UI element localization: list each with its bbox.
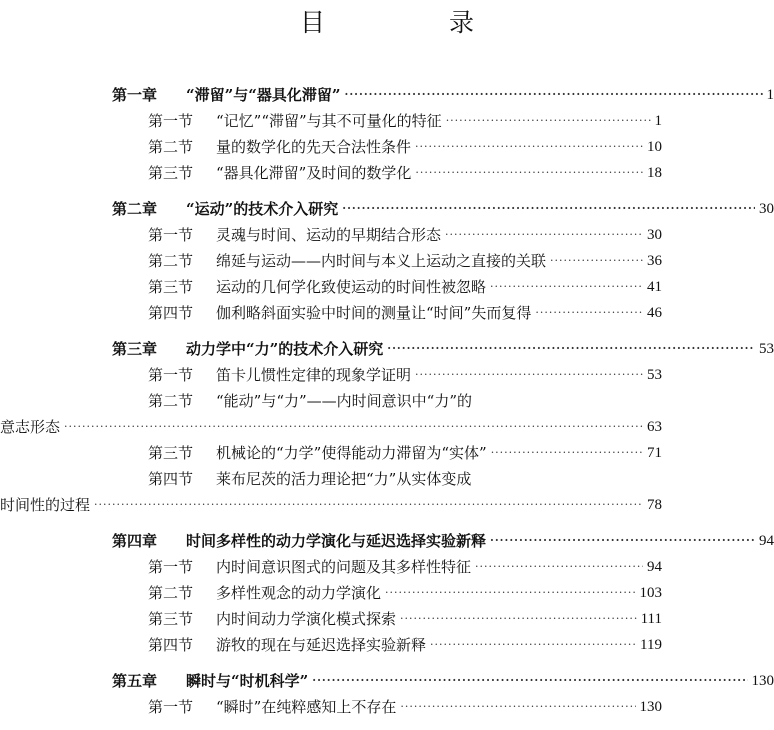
page-number: 53 [647, 362, 662, 388]
page-number: 18 [647, 160, 662, 186]
section-label: 第三节 [148, 274, 216, 300]
page-number: 41 [647, 274, 662, 300]
chapter-5 [0, 668, 774, 720]
chapter-1 [0, 82, 774, 186]
chapter-title: “滞留”与“器具化滞留” [186, 82, 341, 108]
chapter-row[interactable] [0, 196, 774, 222]
section-row[interactable] [0, 160, 662, 186]
page-number: 78 [647, 492, 662, 518]
section-label: 第四节 [148, 466, 216, 492]
dot-leader [430, 632, 636, 658]
section-label: 第一节 [148, 222, 216, 248]
page-number: 94 [759, 528, 774, 554]
section-title: 莱布尼茨的活力理论把“力”从实体变成 [216, 466, 471, 492]
page-title: 目 录 [0, 6, 774, 40]
section-row[interactable] [0, 694, 662, 720]
chapter-label: 第三章 [112, 336, 186, 362]
chapter-label: 第一章 [112, 82, 186, 108]
section-row[interactable] [0, 606, 662, 632]
page-number: 36 [647, 248, 662, 274]
dot-leader [64, 414, 643, 440]
chapter-title: 动力学中“力”的技术介入研究 [186, 336, 383, 362]
page-number: 94 [647, 554, 662, 580]
section-label: 第一节 [148, 694, 216, 720]
dot-leader [475, 554, 643, 580]
page-number: 111 [641, 606, 662, 632]
page-number: 46 [647, 300, 662, 326]
section-title: 游牧的现在与延迟选择实验新释 [216, 632, 426, 658]
page-number: 1 [767, 82, 774, 108]
section-row[interactable] [0, 362, 662, 388]
section-title: 伽利略斜面实验中时间的测量让“时间”失而复得 [216, 300, 531, 326]
page-number: 71 [647, 440, 662, 466]
page-number: 63 [647, 414, 662, 440]
section-row[interactable] [0, 554, 662, 580]
section-label: 第三节 [148, 440, 216, 466]
dot-leader [535, 300, 643, 326]
chapter-title: “运动”的技术介入研究 [186, 196, 338, 222]
chapter-title: 瞬时与“时机科学” [186, 668, 308, 694]
dot-leader [446, 108, 651, 134]
dot-leader [312, 668, 747, 694]
section-label: 第一节 [148, 362, 216, 388]
section-label: 第三节 [148, 606, 216, 632]
section-row[interactable] [0, 222, 662, 248]
dot-leader [400, 694, 635, 720]
section-title: 灵魂与时间、运动的早期结合形态 [216, 222, 441, 248]
section-title-continuation: 意志形态 [0, 414, 60, 440]
section-label: 第二节 [148, 388, 216, 414]
section-label: 第四节 [148, 300, 216, 326]
section-continuation-row[interactable] [0, 414, 662, 440]
section-title: “能动”与“力”——内时间意识中“力”的 [216, 388, 472, 414]
page-number: 1 [655, 108, 663, 134]
section-label: 第三节 [148, 160, 216, 186]
section-label: 第一节 [148, 108, 216, 134]
dot-leader [387, 336, 755, 362]
dot-leader [415, 134, 643, 160]
section-row[interactable] [0, 300, 662, 326]
chapter-row[interactable] [0, 82, 774, 108]
section-title: 绵延与运动——内时间与本义上运动之直接的关联 [216, 248, 546, 274]
dot-leader [342, 196, 755, 222]
dot-leader [415, 160, 643, 186]
section-row[interactable] [0, 440, 662, 466]
chapter-4 [0, 528, 774, 658]
section-title: 内时间动力学演化模式探索 [216, 606, 396, 632]
section-title: 多样性观念的动力学演化 [216, 580, 381, 606]
dot-leader [385, 580, 635, 606]
dot-leader [550, 248, 643, 274]
section-row[interactable] [0, 580, 662, 606]
chapter-label: 第二章 [112, 196, 186, 222]
page-number: 53 [759, 336, 774, 362]
page-number: 130 [640, 694, 663, 720]
section-row[interactable] [0, 248, 662, 274]
section-label: 第二节 [148, 134, 216, 160]
section-label: 第二节 [148, 580, 216, 606]
page-number: 119 [640, 632, 662, 658]
chapter-row[interactable] [0, 528, 774, 554]
dot-leader [400, 606, 637, 632]
section-row[interactable] [0, 388, 662, 414]
page-number: 30 [759, 196, 774, 222]
chapter-3 [0, 336, 774, 518]
section-title: 运动的几何学化致使运动的时间性被忽略 [216, 274, 486, 300]
section-continuation-row[interactable] [0, 492, 662, 518]
section-row[interactable] [0, 134, 662, 160]
table-of-contents [0, 82, 774, 730]
section-row[interactable] [0, 466, 662, 492]
section-title: 量的数学化的先天合法性条件 [216, 134, 411, 160]
dot-leader [445, 222, 643, 248]
section-title-continuation: 时间性的过程 [0, 492, 90, 518]
section-title: 内时间意识图式的问题及其多样性特征 [216, 554, 471, 580]
dot-leader [490, 274, 643, 300]
dot-leader [490, 528, 755, 554]
dot-leader [345, 82, 763, 108]
section-row[interactable] [0, 632, 662, 658]
page-number: 130 [752, 668, 774, 694]
section-label: 第二节 [148, 248, 216, 274]
chapter-label: 第五章 [112, 668, 186, 694]
page-number: 30 [647, 222, 662, 248]
chapter-row[interactable] [0, 668, 774, 694]
section-title: 机械论的“力学”使得能动力滞留为“实体” [216, 440, 487, 466]
section-row[interactable] [0, 274, 662, 300]
dot-leader [94, 492, 643, 518]
section-title: “器具化滞留”及时间的数学化 [216, 160, 411, 186]
chapter-2 [0, 196, 774, 326]
section-title: 笛卡儿惯性定律的现象学证明 [216, 362, 411, 388]
section-row[interactable] [0, 108, 662, 134]
section-label: 第一节 [148, 554, 216, 580]
section-title: “瞬时”在纯粹感知上不存在 [216, 694, 396, 720]
dot-leader [415, 362, 643, 388]
chapter-label: 第四章 [112, 528, 186, 554]
dot-leader [491, 440, 643, 466]
chapter-title: 时间多样性的动力学演化与延迟选择实验新释 [186, 528, 486, 554]
section-title: “记忆”“滞留”与其不可量化的特征 [216, 108, 442, 134]
page-number: 10 [647, 134, 662, 160]
section-label: 第四节 [148, 632, 216, 658]
chapter-row[interactable] [0, 336, 774, 362]
page-number: 103 [640, 580, 663, 606]
